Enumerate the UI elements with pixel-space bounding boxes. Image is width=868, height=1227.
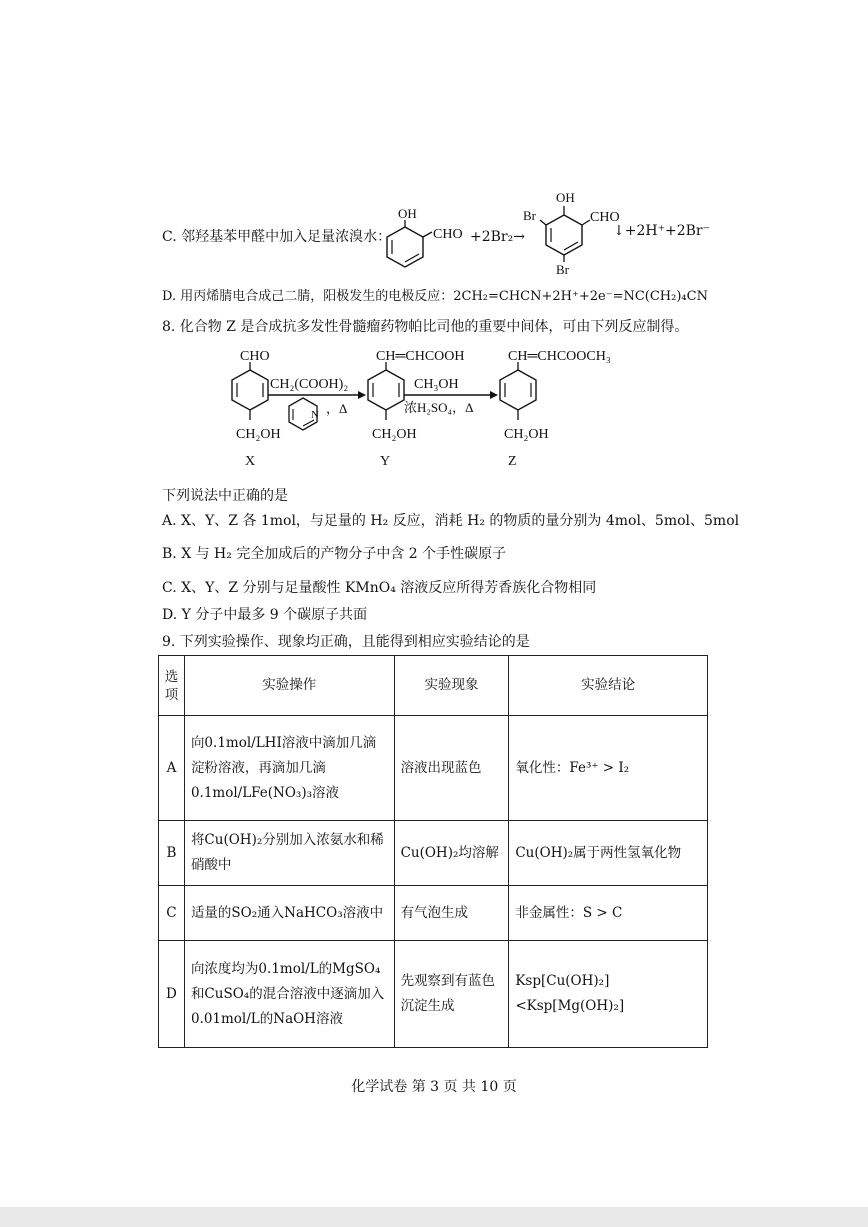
header-option: 选项 <box>159 656 185 716</box>
x-label: X <box>245 454 256 469</box>
pyridine-n: N <box>311 409 319 421</box>
z-bottom: CH₂OH <box>504 427 549 442</box>
reagent-1: CH₂(COOH)₂ <box>270 377 349 392</box>
row-phenomenon: 有气泡生成 <box>394 886 509 941</box>
oh-label: OH <box>398 206 417 221</box>
oh-label-2: OH <box>556 190 575 205</box>
table-row <box>159 886 708 941</box>
row-operation: 向浓度均为0.1mol/L的MgSO₄ 和CuSO₄的混合溶液中逐滴加入 0.01mol/L的NaOH溶液 <box>184 941 394 1048</box>
y-label: Y <box>380 454 391 469</box>
header-conclusion: 实验结论 <box>509 656 708 716</box>
q8-prompt: 下列说法中正确的是 <box>162 488 288 504</box>
table-row <box>159 941 708 1048</box>
row-conclusion: Ksp[Cu(OH)₂]<Ksp[Mg(OH)₂] <box>509 941 708 1048</box>
header-operation: 实验操作 <box>184 656 394 716</box>
q8-option-d: D. Y 分子中最多 9 个碳原子共面 <box>162 607 368 623</box>
z-label: Z <box>508 454 517 469</box>
x-top: CHO <box>240 349 270 364</box>
row-conclusion: Cu(OH)₂属于两性氢氧化物 <box>509 821 708 886</box>
cho-label-2: CHO <box>590 210 620 225</box>
reagent-br2: +2Br₂→ <box>470 229 525 245</box>
y-bottom: CH₂OH <box>372 427 417 442</box>
reagent-2: CH₃OH <box>414 377 459 392</box>
scan-edge <box>0 1207 868 1227</box>
row-option: B <box>159 821 185 886</box>
table-row <box>159 821 708 886</box>
option-d-text: D. 用丙烯腈电合成己二腈，阳极发生的电极反应：2CH₂=CHCN+2H⁺+2e⁻=NC(CH₂)₄CN <box>162 289 708 304</box>
option-c-text: C. 邻羟基苯甲醛中加入足量浓溴水： <box>162 229 392 245</box>
table-header-row <box>159 656 708 716</box>
q8-stem: 8. 化合物 Z 是合成抗多发性骨髓瘤药物帕比司他的重要中间体，可由下列反应制得。 <box>162 319 689 335</box>
q8-reaction-scheme <box>190 340 670 470</box>
row-option: A <box>159 716 185 821</box>
q9-stem: 9. 下列实验操作、现象均正确，且能得到相应实验结论的是 <box>162 634 530 650</box>
q9-table <box>158 655 708 1048</box>
row-operation: 将Cu(OH)₂分别加入浓氨水和稀 硝酸中 <box>184 821 394 886</box>
row-operation: 向0.1mol/LHI溶液中滴加几滴 淀粉溶液，再滴加几滴 0.1mol/LFe(NO₃)₃溶液 <box>184 716 394 821</box>
row-operation: 适量的SO₂通入NaHCO₃溶液中 <box>184 886 394 941</box>
row-conclusion: 氧化性：Fe³⁺ > I₂ <box>509 716 708 821</box>
row-option: D <box>159 941 185 1048</box>
row-phenomenon: 溶液出现蓝色 <box>394 716 509 821</box>
q8-option-a: A. X、Y、Z 各 1mol，与足量的 H₂ 反应，消耗 H₂ 的物质的量分别为 4mol、5mol、5mol <box>162 513 740 529</box>
y-top: CH═CHCOOH <box>376 349 465 364</box>
x-bottom: CH₂OH <box>236 427 281 442</box>
q8-option-c: C. X、Y、Z 分别与足量酸性 KMnO₄ 溶液反应所得芳香族化合物相同 <box>162 580 597 596</box>
row-phenomenon: 先观察到有蓝色 沉淀生成 <box>394 941 509 1048</box>
table-row <box>159 716 708 821</box>
q8-option-b: B. X 与 H₂ 完全加成后的产物分子中含 2 个手性碳原子 <box>162 546 507 562</box>
condition-1: ，Δ <box>326 401 348 416</box>
condition-2: 浓H₂SO₄，Δ <box>404 400 474 415</box>
br-label-1: Br <box>523 208 536 223</box>
br-label-2: Br <box>556 262 569 277</box>
cho-label: CHO <box>433 227 463 242</box>
page-footer: 化学试卷 第 3 页 共 10 页 <box>351 1079 517 1095</box>
row-phenomenon: Cu(OH)₂均溶解 <box>394 821 509 886</box>
products-ions: ↓+2H⁺+2Br⁻ <box>613 223 710 239</box>
row-option: C <box>159 886 185 941</box>
z-top: CH═CHCOOCH₃ <box>508 349 611 364</box>
row-conclusion: 非金属性：S > C <box>509 886 708 941</box>
dibromo-product-structure <box>522 188 622 278</box>
header-phenomenon: 实验现象 <box>394 656 509 716</box>
